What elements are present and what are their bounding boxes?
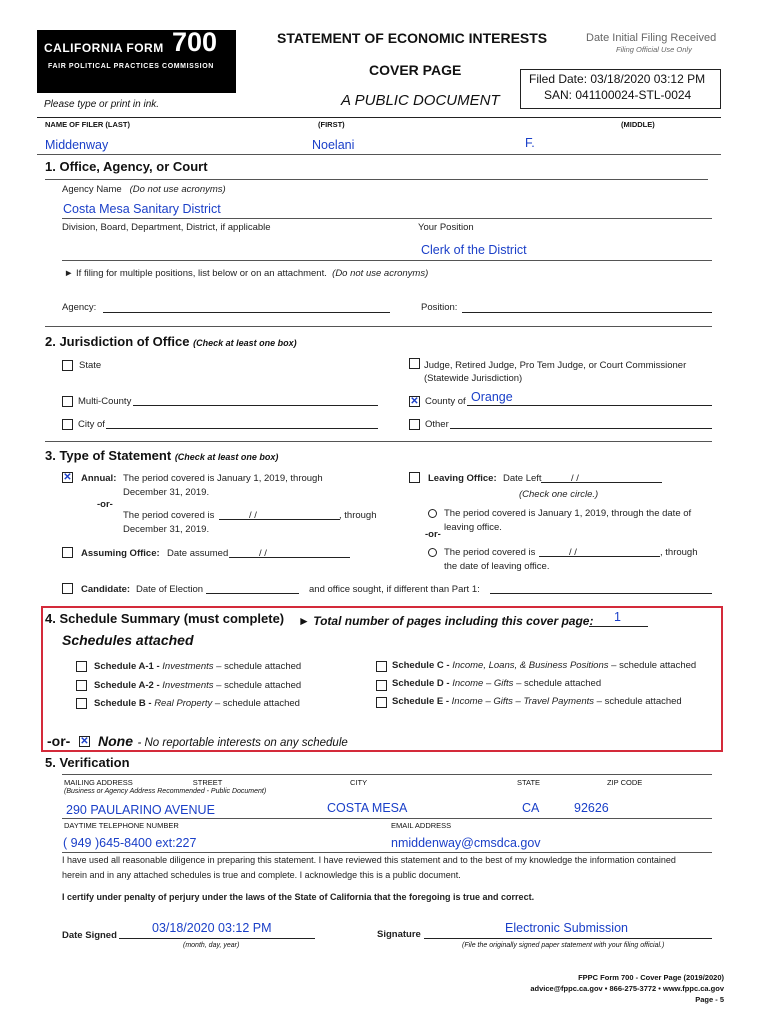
agency2-label: Agency: — [62, 302, 97, 313]
schedules-attached-label: Schedules attached — [62, 632, 194, 648]
city-checkbox[interactable] — [62, 419, 73, 430]
date-format-note: (month, day, year) — [183, 942, 240, 949]
total-pages-label: ► Total number of pages including this cover page: — [298, 614, 594, 628]
assuming-slashes: / / — [259, 548, 267, 559]
none-checkbox[interactable]: ✕ — [80, 736, 89, 747]
section-2-title: 2. Jurisdiction of Office (Check at least one box) — [45, 334, 297, 349]
agency2-line[interactable] — [103, 312, 390, 313]
schedule-a1-label: Schedule A-1 - Investments – schedule attached — [94, 661, 302, 672]
city-field[interactable]: COSTA MESA — [327, 801, 408, 815]
judge-checkbox[interactable] — [409, 358, 420, 369]
form-word: CALIFORNIA FORM — [44, 41, 164, 55]
leave-opt2-through: , through — [660, 547, 698, 558]
office-sought-text: and office sought, if different than Part 1: — [309, 584, 480, 595]
candidate-label: Candidate: — [81, 584, 131, 595]
position-label: Your Position — [418, 222, 474, 233]
date-signed-field[interactable]: 03/18/2020 03:12 PM — [152, 921, 272, 935]
label-last: NAME OF FILER (LAST) — [45, 120, 130, 129]
multi-position-note: ► If filing for multiple positions, list below or on an attachment. (Do not use acronyms) — [64, 268, 429, 279]
county-line — [467, 405, 712, 406]
assuming-checkbox[interactable] — [62, 547, 73, 558]
state-col-label: STATE — [517, 778, 541, 787]
leave-opt2-text-2: the date of leaving office. — [444, 561, 550, 572]
schedule-a1-checkbox[interactable] — [76, 661, 87, 672]
diligence-text: I have used all reasonable diligence in preparing this statement. I have reviewed this statement and to the best of my knowledge the information contained — [62, 855, 676, 865]
leave-opt1-text: The period covered is January 1, 2019, through the date of — [444, 508, 692, 519]
multi-county-line[interactable] — [133, 405, 378, 406]
received-title: Date Initial Filing Received — [586, 32, 717, 44]
signature-field[interactable]: Electronic Submission — [505, 921, 628, 935]
none-label: None - No reportable interests on any schedule — [98, 733, 348, 749]
form-number: 700 — [172, 27, 218, 57]
judge-label-sub: (Statewide Jurisdiction) — [424, 373, 523, 384]
city-label: City of — [78, 419, 105, 430]
position-rule — [62, 260, 712, 261]
period-dec31: December 31, 2019. — [123, 524, 210, 535]
city-line[interactable] — [106, 428, 378, 429]
check-one-circle: (Check one circle.) — [519, 489, 599, 500]
leaving-text: Date Left — [503, 473, 542, 484]
agency-name-field[interactable]: Costa Mesa Sanitary District — [63, 202, 221, 216]
email-field[interactable]: nmiddenway@cmsdca.gov — [391, 836, 541, 850]
agency-label: Agency Name (Do not use acronyms) — [62, 184, 226, 195]
office-sought-line[interactable] — [490, 593, 712, 594]
period-through: , through — [339, 510, 377, 521]
annual-checkbox[interactable]: ✕ — [63, 472, 72, 483]
phone-field[interactable]: ( 949 )645-8400 ext:227 — [63, 836, 197, 850]
other-line[interactable] — [450, 428, 712, 429]
other-checkbox[interactable] — [409, 419, 420, 430]
diligence-text-2: herein and in any attached schedules is true and complete. I acknowledge this is a public document. — [62, 870, 461, 880]
or-none: -or- — [47, 733, 71, 749]
schedule-c-checkbox[interactable] — [376, 661, 387, 672]
public-document: A PUBLIC DOCUMENT — [341, 92, 500, 109]
signature-note: (File the originally signed paper statement with your filing official.) — [462, 942, 665, 949]
leave-opt1-radio[interactable] — [428, 509, 437, 518]
leaving-label: Leaving Office: — [428, 473, 497, 484]
schedule-a2-checkbox[interactable] — [76, 680, 87, 691]
schedule-b-checkbox[interactable] — [76, 698, 87, 709]
leave-opt2-text: The period covered is — [444, 547, 536, 558]
assuming-text: Date assumed — [167, 548, 229, 559]
s5-rule-top — [62, 774, 712, 775]
candidate-text: Date of Election — [136, 584, 204, 595]
leaving-slashes: / / — [571, 473, 579, 484]
received-sub: Filing Official Use Only — [616, 45, 692, 54]
agency-rule — [62, 218, 712, 219]
annual-text-1: The period covered is January 1, 2019, through — [123, 473, 323, 484]
page-title: STATEMENT OF ECONOMIC INTERESTS — [277, 30, 548, 46]
position2-label: Position: — [421, 302, 458, 313]
name-bottom-rule — [37, 154, 721, 155]
print-note: Please type or print in ink. — [44, 99, 160, 110]
division-label: Division, Board, Department, District, if applicable — [62, 222, 271, 233]
or-divider-2: -or- — [425, 529, 441, 540]
schedule-d-label: Schedule D - Income – Gifts – schedule attached — [392, 678, 602, 689]
footer-contact: advice@fppc.ca.gov • 866-275-3772 • www.fppc.ca.gov — [530, 984, 724, 993]
date-signed-label: Date Signed — [62, 930, 117, 941]
county-label: County of — [425, 396, 466, 407]
label-middle: (MIDDLE) — [621, 120, 655, 129]
mailing-note: (Business or Agency Address Recommended - Public Document) — [64, 788, 267, 795]
certify-text: I certify under penalty of perjury under the laws of the State of California that the foregoing is true and correct. — [62, 892, 535, 902]
zip-field[interactable]: 92626 — [574, 801, 609, 815]
filer-last-name[interactable]: Middenway — [45, 138, 109, 152]
name-top-rule — [37, 117, 721, 118]
multi-county-checkbox[interactable] — [62, 396, 73, 407]
state-field[interactable]: CA — [522, 801, 540, 815]
section-3-title: 3. Type of Statement (Check at least one box) — [45, 448, 279, 463]
footer-page: Page - 5 — [695, 995, 724, 1004]
total-pages-field[interactable]: 1 — [614, 610, 621, 624]
mailing-label: MAILING ADDRESS STREET — [64, 778, 223, 787]
filer-first-name[interactable]: Noelani — [312, 138, 355, 152]
city-col-label: CITY — [350, 778, 368, 787]
schedule-c-label: Schedule C - Income, Loans, & Business Positions – schedule attached — [392, 660, 697, 671]
footer-form-id: FPPC Form 700 - Cover Page (2019/2020) — [578, 973, 724, 982]
county-field[interactable]: Orange — [471, 390, 513, 404]
filer-middle-name[interactable]: F. — [525, 136, 535, 150]
filed-date: Filed Date: 03/18/2020 03:12 PM — [529, 72, 706, 86]
judge-label: Judge, Retired Judge, Pro Tem Judge, or Court Commissioner — [424, 360, 687, 371]
state-label: State — [79, 360, 102, 371]
schedule-e-checkbox[interactable] — [376, 697, 387, 708]
phone-rule — [62, 852, 712, 853]
position-field[interactable]: Clerk of the District — [421, 243, 527, 257]
candidate-checkbox[interactable] — [62, 583, 73, 594]
total-pages-line — [589, 626, 648, 627]
candidate-line[interactable] — [206, 593, 299, 594]
annual-label: Annual: — [81, 473, 117, 484]
leaving-checkbox[interactable] — [409, 472, 420, 483]
signature-line — [424, 938, 712, 939]
period-slashes: / / — [249, 510, 257, 521]
s2-rule-bottom — [45, 441, 712, 442]
section-5-title: 5. Verification — [45, 755, 130, 770]
leave-opt2-line[interactable] — [539, 556, 660, 557]
state-checkbox[interactable] — [62, 360, 73, 371]
or-divider-1: -or- — [97, 499, 113, 510]
label-first: (FIRST) — [318, 120, 345, 129]
other-label: Other — [425, 419, 449, 430]
multi-county-label: Multi-County — [78, 396, 132, 407]
schedule-e-label: Schedule E - Income – Gifts – Travel Payments – schedule attached — [392, 696, 682, 707]
leave-opt2-radio[interactable] — [428, 548, 437, 557]
commission-name: FAIR POLITICAL PRACTICES COMMISSION — [48, 63, 214, 70]
schedule-b-label: Schedule B - Real Property – schedule attached — [94, 698, 300, 709]
phone-label: DAYTIME TELEPHONE NUMBER — [64, 821, 179, 830]
leave-opt2-slashes: / / — [569, 547, 577, 558]
signature-label: Signature — [377, 929, 421, 940]
position2-line[interactable] — [462, 312, 712, 313]
zip-col-label: ZIP CODE — [607, 778, 643, 787]
schedule-a2-label: Schedule A-2 - Investments – schedule attached — [94, 680, 302, 691]
address-rule — [62, 818, 712, 819]
period-line[interactable] — [219, 519, 340, 520]
assuming-label: Assuming Office: — [81, 548, 160, 559]
section-4-title: 4. Schedule Summary (must complete) — [45, 611, 285, 626]
assuming-line[interactable] — [229, 557, 350, 558]
section-1-title: 1. Office, Agency, or Court — [45, 159, 208, 174]
leave-opt1-text-2: leaving office. — [444, 522, 502, 533]
leaving-line[interactable] — [541, 482, 662, 483]
san-number: SAN: 041100024-STL-0024 — [544, 88, 692, 102]
street-field[interactable]: 290 PAULARINO AVENUE — [66, 803, 215, 817]
date-signed-line — [119, 938, 315, 939]
county-checkbox[interactable]: ✕ — [410, 396, 419, 407]
annual-text-2: December 31, 2019. — [123, 487, 210, 498]
email-label: EMAIL ADDRESS — [391, 821, 452, 830]
s1-rule-bottom — [45, 326, 712, 327]
page-subtitle: COVER PAGE — [369, 62, 462, 78]
schedule-d-checkbox[interactable] — [376, 680, 387, 691]
s1-rule-top — [45, 179, 708, 180]
period-text: The period covered is — [123, 510, 215, 521]
